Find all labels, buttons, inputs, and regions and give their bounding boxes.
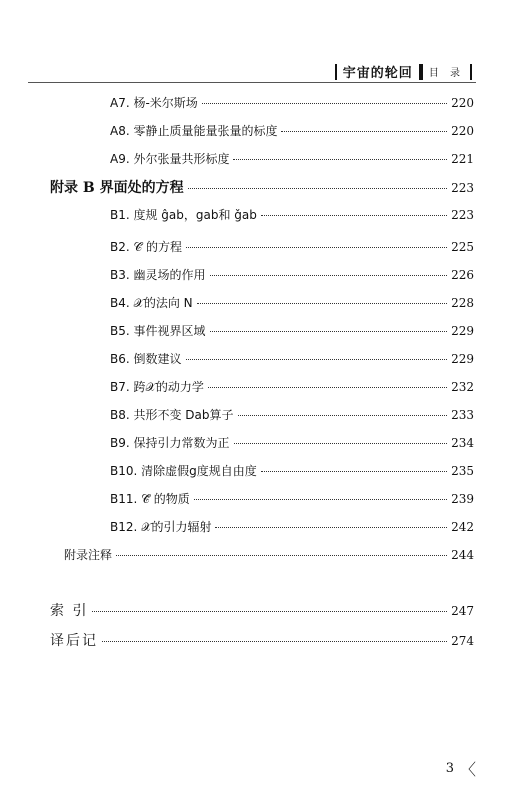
leader-dots	[210, 331, 448, 332]
toc-entry-title: B8. 共形不变 Dab算子	[110, 408, 234, 422]
leader-dots	[261, 215, 447, 216]
leader-dots	[210, 275, 448, 276]
toc-entry-title: B9. 保持引力常数为正	[110, 436, 230, 450]
toc-entry-title: B4. 𝒳的法向 N	[110, 296, 193, 310]
header-bar-right	[470, 64, 472, 80]
toc-entry-page: 247	[451, 604, 474, 618]
toc-entry-title: 译后记	[50, 633, 98, 649]
toc-entry-title: B12. 𝒳的引力辐射	[110, 520, 212, 534]
toc-entry-page: 242	[451, 520, 474, 534]
toc-entry-b5[interactable]	[110, 322, 474, 339]
toc-entry-page: 225	[451, 240, 474, 254]
toc-entry-title: B10. 清除虚假g度规自由度	[110, 464, 257, 478]
leader-dots	[186, 247, 447, 248]
toc-entry-b7[interactable]	[110, 378, 474, 395]
toc-entry-title: 索 引	[50, 603, 89, 619]
toc-entry-title: 附录注释	[64, 548, 113, 562]
toc-entry-title: B7. 跨𝒳的动力学	[110, 380, 204, 394]
toc-entry-b10[interactable]	[110, 462, 474, 479]
header-chapter-title: 宇宙的轮回	[342, 66, 413, 81]
toc-entry-page: 221	[451, 152, 474, 166]
toc-entry-translator-afterword[interactable]	[50, 630, 474, 650]
page-number: 3	[445, 761, 454, 776]
leader-dots	[102, 641, 447, 642]
toc-entry-page: 229	[451, 352, 474, 366]
toc-entry-page: 244	[451, 548, 474, 562]
toc-entry-page: 234	[451, 436, 474, 450]
leader-dots	[197, 303, 447, 304]
toc-entry-b3[interactable]	[110, 266, 474, 283]
toc-entry-title: B2. 𝒞̂ 的方程	[110, 240, 183, 254]
leader-dots	[202, 103, 447, 104]
leader-dots	[261, 471, 447, 472]
toc-entry-page: 220	[451, 124, 474, 138]
leader-dots	[188, 188, 448, 189]
toc-entry-b9[interactable]	[110, 434, 474, 451]
toc-entry-page: 229	[451, 324, 474, 338]
toc-entry-page: 235	[451, 464, 474, 478]
toc-entry-b11[interactable]	[110, 490, 474, 507]
toc-entry-b12[interactable]	[110, 518, 474, 535]
page-footer	[446, 757, 476, 780]
toc-entry-title: A9. 外尔张量共形标度	[110, 152, 230, 166]
toc-entry-title: B11. 𝒞̌ 的物质	[110, 492, 190, 506]
toc-entry-b1[interactable]	[110, 206, 474, 223]
toc-entry-page: 223	[451, 208, 474, 222]
running-header	[335, 62, 472, 81]
toc-entry-b8[interactable]	[110, 406, 474, 423]
leader-dots	[92, 611, 447, 612]
leader-dots	[208, 387, 447, 388]
chevron-left-icon: 〈	[459, 760, 476, 779]
toc-entry-title: B6. 倒数建议	[110, 352, 182, 366]
toc-entry-title: B1. 度规 ĝab，gab和 ǧab	[110, 208, 257, 222]
toc-entry-page: 239	[451, 492, 474, 506]
leader-dots	[116, 555, 447, 556]
header-bar-left	[335, 64, 337, 80]
toc-entry-title: A7. 杨-米尔斯场	[110, 96, 198, 110]
toc-entry-title: B5. 事件视界区域	[110, 324, 206, 338]
toc-entry-title: 附录 B 界面处的方程	[50, 180, 184, 196]
toc-entry-title: A8. 零静止质量能量张量的标度	[110, 124, 278, 138]
toc-entry-a7[interactable]	[110, 94, 474, 111]
toc-entry-page: 228	[451, 296, 474, 310]
leader-dots	[215, 527, 447, 528]
toc-entry-page: 232	[451, 380, 474, 394]
toc-entry-page: 233	[451, 408, 474, 422]
toc-entry-page: 274	[451, 634, 474, 648]
header-bar-middle	[419, 64, 423, 80]
leader-dots	[281, 131, 447, 132]
leader-dots	[238, 415, 448, 416]
toc-entry-a8[interactable]	[110, 122, 474, 139]
toc-entry-index[interactable]	[50, 600, 474, 620]
toc-entry-b4[interactable]	[110, 294, 474, 311]
leader-dots	[233, 159, 447, 160]
toc-entry-page: 220	[451, 96, 474, 110]
leader-dots	[234, 443, 448, 444]
toc-entry-page: 226	[451, 268, 474, 282]
toc-entry-page: 223	[451, 181, 474, 195]
header-rule	[28, 82, 476, 83]
toc-entry-appendix-b[interactable]	[50, 177, 474, 197]
toc-entry-title: B3. 幽灵场的作用	[110, 268, 206, 282]
leader-dots	[194, 499, 447, 500]
toc-entry-b2[interactable]	[110, 238, 474, 255]
header-section-title: 目 录	[428, 68, 464, 79]
toc-entry-appendix-notes[interactable]	[64, 546, 474, 563]
toc-entry-a9[interactable]	[110, 150, 474, 167]
toc-entry-b6[interactable]	[110, 350, 474, 367]
leader-dots	[186, 359, 448, 360]
